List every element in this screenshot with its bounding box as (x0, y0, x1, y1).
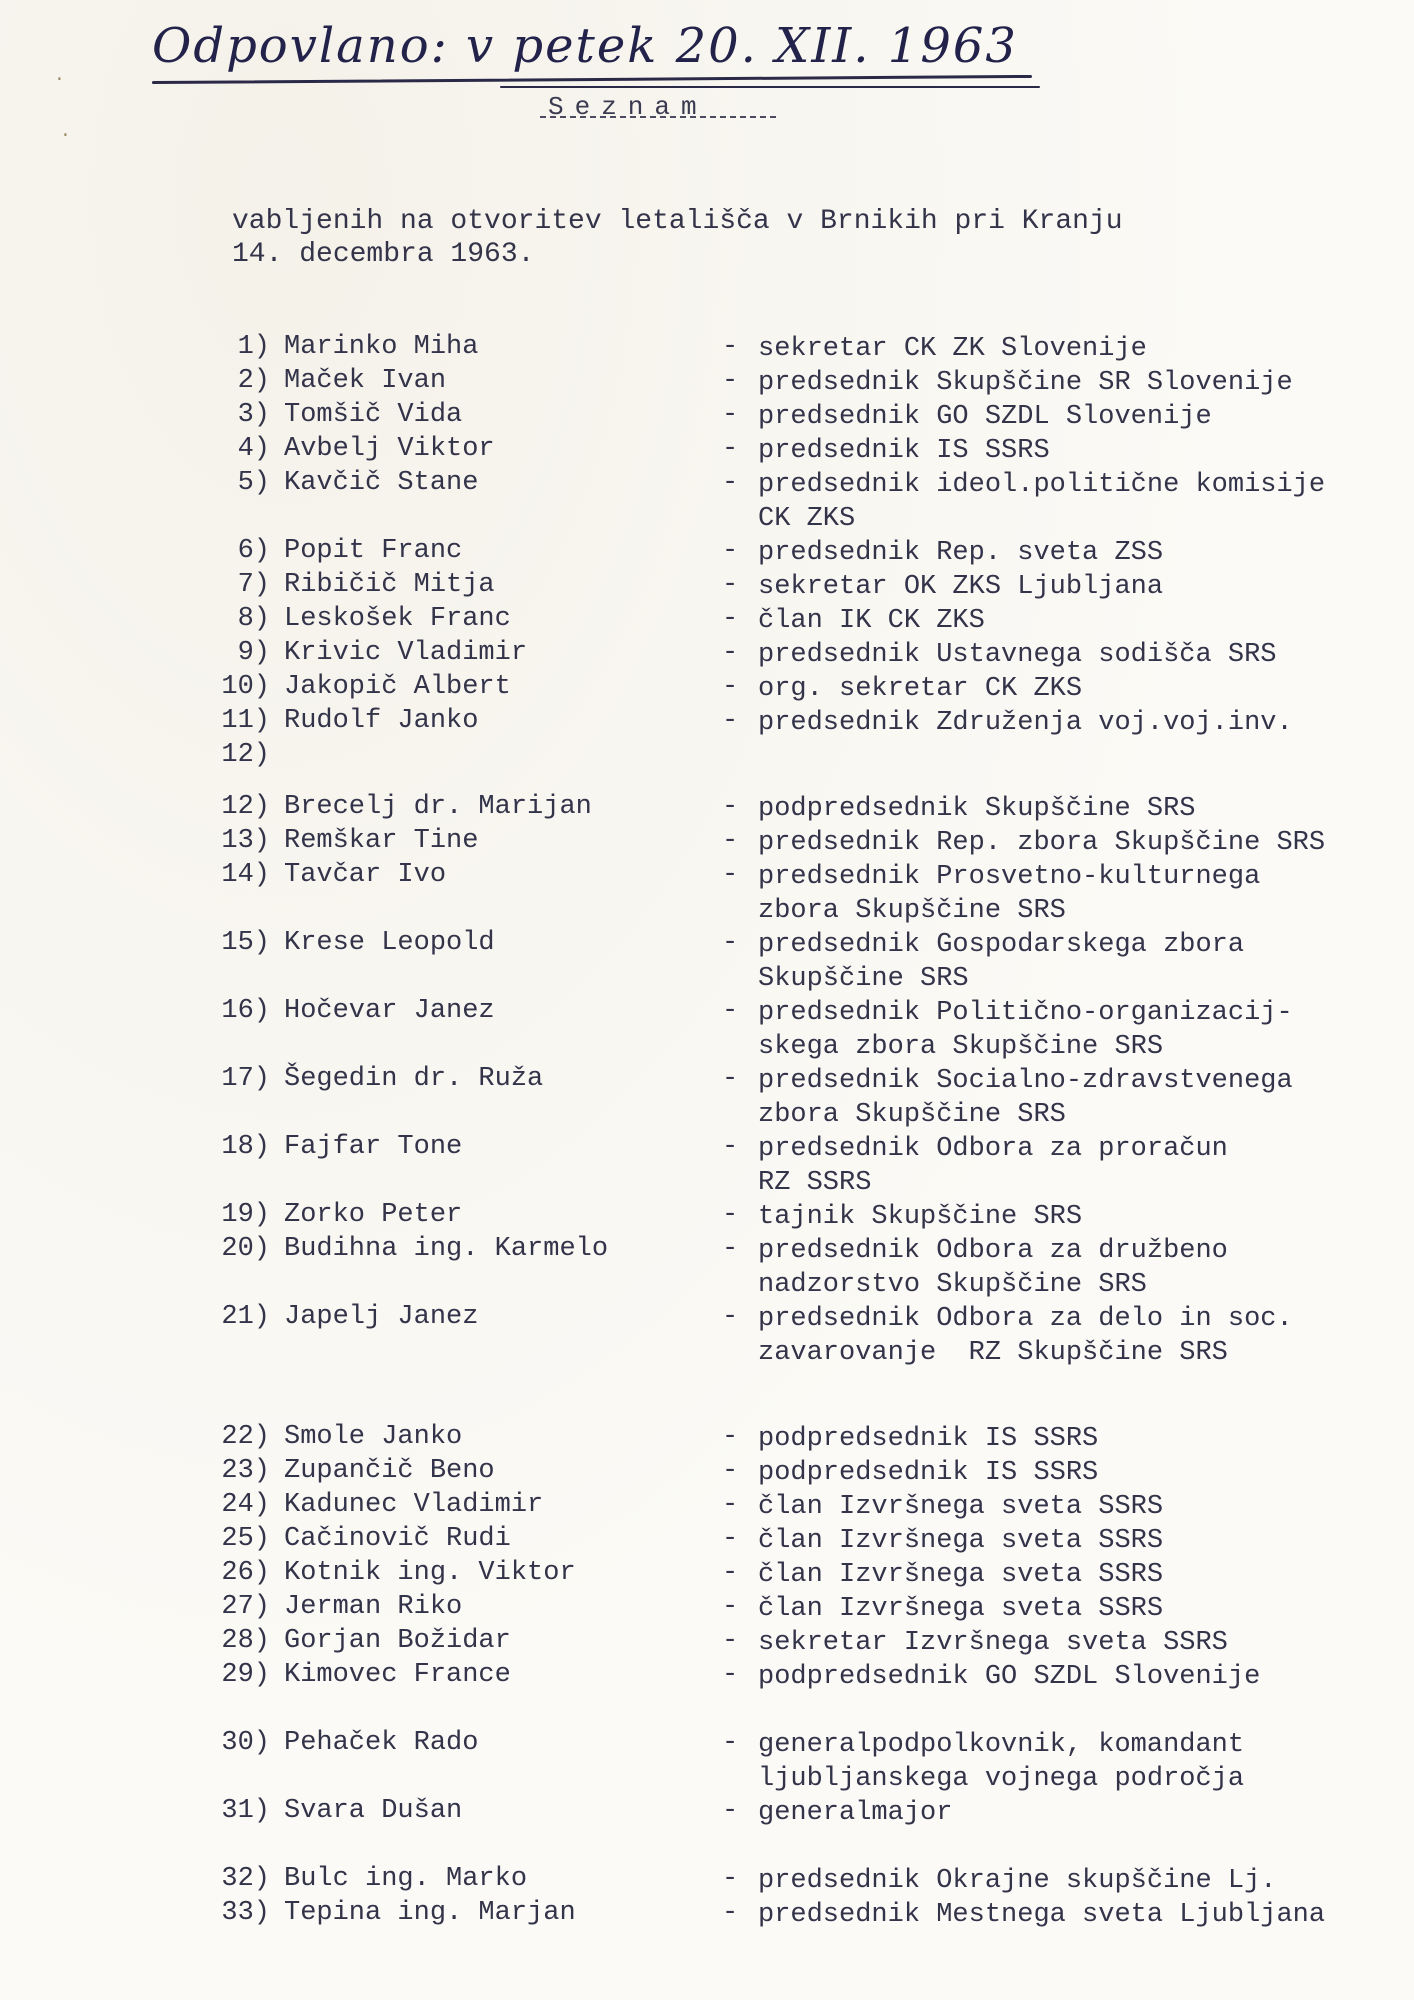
invitee-position: predsednik Okrajne skupščine Lj. (758, 1866, 1277, 1896)
item-number: 8) (237, 604, 270, 634)
invitee-name: Fajfar Tone (284, 1132, 463, 1162)
invitee-position: predsednik Mestnega sveta Ljubljana (758, 1900, 1326, 1930)
item-dash: - (722, 1558, 739, 1588)
list-item (0, 1728, 1414, 1794)
list-item (0, 1234, 1414, 1300)
item-dash: - (722, 1302, 739, 1332)
invitee-position: predsednik Gospodarskega zbora Skupščine SRS (758, 930, 1245, 994)
item-dash: - (722, 400, 739, 430)
item-dash: - (722, 1898, 739, 1928)
invitee-position: predsednik GO SZDL Slovenije (758, 402, 1212, 432)
item-dash: - (722, 366, 739, 396)
invitee-name: Smole Janko (284, 1422, 463, 1452)
item-number: 18) (221, 1132, 270, 1162)
invitee-position: sekretar CK ZK Slovenije (758, 334, 1147, 364)
invitee-name: Cačinovič Rudi (284, 1524, 511, 1554)
margin-stain: · (54, 70, 65, 90)
invitee-name: Jerman Riko (284, 1592, 463, 1622)
invitee-position: predsednik Socialno-zdravstvenega zbora Skupščine SRS (758, 1066, 1293, 1130)
item-number: 1) (237, 332, 270, 362)
list-item (0, 1200, 1414, 1234)
item-dash: - (722, 638, 739, 668)
list-item (0, 1898, 1414, 1932)
list-item (0, 1064, 1414, 1130)
item-number: 32) (221, 1864, 270, 1894)
invitee-name: Šegedin dr. Ruža (284, 1064, 544, 1094)
item-number: 4) (237, 434, 270, 464)
item-number: 31) (221, 1796, 270, 1826)
item-dash: - (722, 1422, 739, 1452)
invitee-position: predsednik Združenja voj.voj.inv. (758, 708, 1293, 738)
invitee-name: Rudolf Janko (284, 706, 479, 736)
invitee-name: Kotnik ing. Viktor (284, 1558, 576, 1588)
list-item (0, 792, 1414, 826)
invitee-name: Krese Leopold (284, 928, 495, 958)
item-dash: - (722, 996, 739, 1026)
item-dash: - (722, 792, 739, 822)
list-item (0, 1558, 1414, 1592)
item-dash: - (722, 536, 739, 566)
invitee-name: Tomšič Vida (284, 400, 463, 430)
invitee-name: Popit Franc (284, 536, 463, 566)
item-dash: - (722, 1626, 739, 1656)
invitee-name: Japelj Janez (284, 1302, 479, 1332)
item-number: 21) (221, 1302, 270, 1332)
list-item (0, 400, 1414, 434)
item-dash: - (722, 1234, 739, 1264)
item-number: 2) (237, 366, 270, 396)
list-item (0, 1456, 1414, 1490)
list-item (0, 570, 1414, 604)
invitee-position: tajnik Skupščine SRS (758, 1202, 1083, 1232)
invitee-name: Tavčar Ivo (284, 860, 447, 890)
list-item (0, 740, 1414, 774)
list-item (0, 536, 1414, 570)
item-dash: - (722, 860, 739, 890)
invitee-position: generalpodpolkovnik, komandant ljubljanskega vojnega področja (758, 1730, 1245, 1794)
intro-text: vabljenih na otvoritev letališča v Brnikih pri Kranju 14. decembra 1963. (232, 206, 1123, 270)
item-number: 3) (237, 400, 270, 430)
invitee-position: član IK CK ZKS (758, 606, 985, 636)
list-item (0, 1490, 1414, 1524)
item-number: 12) (221, 792, 270, 822)
item-dash: - (722, 468, 739, 498)
item-dash: - (722, 1456, 739, 1486)
item-number: 14) (221, 860, 270, 890)
invitee-position: generalmajor (758, 1798, 953, 1828)
invitee-name: Kavčič Stane (284, 468, 479, 498)
list-item (0, 1302, 1414, 1368)
list-item (0, 1660, 1414, 1694)
invitee-name: Brecelj dr. Marijan (284, 792, 592, 822)
invitee-position: predsednik ideol.politične komisije CK ZKS (758, 470, 1326, 534)
item-dash: - (722, 1864, 739, 1894)
list-item (0, 332, 1414, 366)
list-item (0, 996, 1414, 1062)
item-number: 5) (237, 468, 270, 498)
invitee-name: Budihna ing. Karmelo (284, 1234, 609, 1264)
list-item (0, 1626, 1414, 1660)
item-number: 25) (221, 1524, 270, 1554)
item-dash: - (722, 1796, 739, 1826)
invitee-position: predsednik Rep. sveta ZSS (758, 538, 1164, 568)
invitee-position: org. sekretar CK ZKS (758, 674, 1083, 704)
item-dash: - (722, 1064, 739, 1094)
item-number: 30) (221, 1728, 270, 1758)
item-dash: - (722, 604, 739, 634)
item-dash: - (722, 1524, 739, 1554)
invitee-position: podpredsednik IS SSRS (758, 1424, 1099, 1454)
item-number: 15) (221, 928, 270, 958)
invitee-position: predsednik Rep. zbora Skupščine SRS (758, 828, 1326, 858)
list-item (0, 1524, 1414, 1558)
list-item (0, 706, 1414, 740)
list-item (0, 1422, 1414, 1456)
list-item (0, 826, 1414, 860)
invitee-name: Svara Dušan (284, 1796, 463, 1826)
invitee-position: sekretar OK ZKS Ljubljana (758, 572, 1164, 602)
invitee-position: predsednik Ustavnega sodišča SRS (758, 640, 1277, 670)
item-number: 6) (237, 536, 270, 566)
item-dash: - (722, 706, 739, 736)
invitee-name: Leskošek Franc (284, 604, 511, 634)
list-item (0, 1864, 1414, 1898)
item-dash: - (722, 1200, 739, 1230)
item-dash: - (722, 1592, 739, 1622)
item-number: 9) (237, 638, 270, 668)
invitee-position: predsednik Politično-organizacij- skega zbora Skupščine SRS (758, 998, 1293, 1062)
invitee-name: Remškar Tine (284, 826, 479, 856)
item-number: 16) (221, 996, 270, 1026)
item-number: 27) (221, 1592, 270, 1622)
item-dash: - (722, 1132, 739, 1162)
item-dash: - (722, 570, 739, 600)
item-dash: - (722, 1490, 739, 1520)
invitee-name: Gorjan Božidar (284, 1626, 511, 1656)
invitee-position: podpredsednik GO SZDL Slovenije (758, 1662, 1261, 1692)
item-number: 26) (221, 1558, 270, 1588)
item-number: 19) (221, 1200, 270, 1230)
invitee-position: podpredsednik Skupščine SRS (758, 794, 1196, 824)
invitee-name: Kimovec France (284, 1660, 511, 1690)
invitee-name: Krivic Vladimir (284, 638, 528, 668)
item-number: 17) (221, 1064, 270, 1094)
handwritten-note: Odpovlano: v petek 20. XII. 1963 (152, 18, 1018, 74)
item-number: 22) (221, 1422, 270, 1452)
list-item (0, 1796, 1414, 1830)
invitee-name: Avbelj Viktor (284, 434, 495, 464)
item-number: 12) (221, 740, 270, 770)
item-dash: - (722, 1728, 739, 1758)
item-dash: - (722, 1660, 739, 1690)
invitee-position: član Izvršnega sveta SSRS (758, 1526, 1164, 1556)
margin-stain: · (60, 126, 71, 146)
invitee-position: član Izvršnega sveta SSRS (758, 1594, 1164, 1624)
list-item (0, 468, 1414, 534)
list-item (0, 928, 1414, 994)
invitee-position: član Izvršnega sveta SSRS (758, 1492, 1164, 1522)
item-number: 23) (221, 1456, 270, 1486)
item-dash: - (722, 672, 739, 702)
invitee-name: Maček Ivan (284, 366, 447, 396)
invitee-name: Zorko Peter (284, 1200, 463, 1230)
invitee-position: predsednik Odbora za proračun RZ SSRS (758, 1134, 1228, 1198)
invitee-position: predsednik IS SSRS (758, 436, 1050, 466)
item-dash: - (722, 928, 739, 958)
invitee-position: član Izvršnega sveta SSRS (758, 1560, 1164, 1590)
invitee-name: Pehaček Rado (284, 1728, 479, 1758)
invitee-name: Tepina ing. Marjan (284, 1898, 576, 1928)
invitee-position: podpredsednik IS SSRS (758, 1458, 1099, 1488)
item-dash: - (722, 434, 739, 464)
invitee-name: Marinko Miha (284, 332, 479, 362)
list-item (0, 434, 1414, 468)
item-number: 24) (221, 1490, 270, 1520)
list-item (0, 1592, 1414, 1626)
item-dash: - (722, 826, 739, 856)
invitee-position: predsednik Skupščine SR Slovenije (758, 368, 1293, 398)
item-number: 20) (221, 1234, 270, 1264)
list-item (0, 366, 1414, 400)
invitee-name: Ribičič Mitja (284, 570, 495, 600)
invitee-name: Kadunec Vladimir (284, 1490, 544, 1520)
list-item (0, 1132, 1414, 1198)
list-item (0, 672, 1414, 706)
invitee-position: predsednik Odbora za delo in soc. zavarovanje RZ Skupščine SRS (758, 1304, 1293, 1368)
item-number: 29) (221, 1660, 270, 1690)
item-dash: - (722, 332, 739, 362)
item-number: 13) (221, 826, 270, 856)
item-number: 11) (221, 706, 270, 736)
invitee-position: sekretar Izvršnega sveta SSRS (758, 1628, 1228, 1658)
invitee-name: Hočevar Janez (284, 996, 495, 1026)
item-number: 33) (221, 1898, 270, 1928)
list-item (0, 604, 1414, 638)
invitee-name: Bulc ing. Marko (284, 1864, 528, 1894)
item-number: 10) (221, 672, 270, 702)
invitee-name: Jakopič Albert (284, 672, 511, 702)
invitee-position: predsednik Odbora za družbeno nadzorstvo Skupščine SRS (758, 1236, 1228, 1300)
invitee-position: predsednik Prosvetno-kulturnega zbora Skupščine SRS (758, 862, 1261, 926)
item-number: 7) (237, 570, 270, 600)
invitee-name: Zupančič Beno (284, 1456, 495, 1486)
list-item (0, 638, 1414, 672)
item-number: 28) (221, 1626, 270, 1656)
list-item (0, 860, 1414, 926)
page-title: Seznam (548, 92, 708, 122)
